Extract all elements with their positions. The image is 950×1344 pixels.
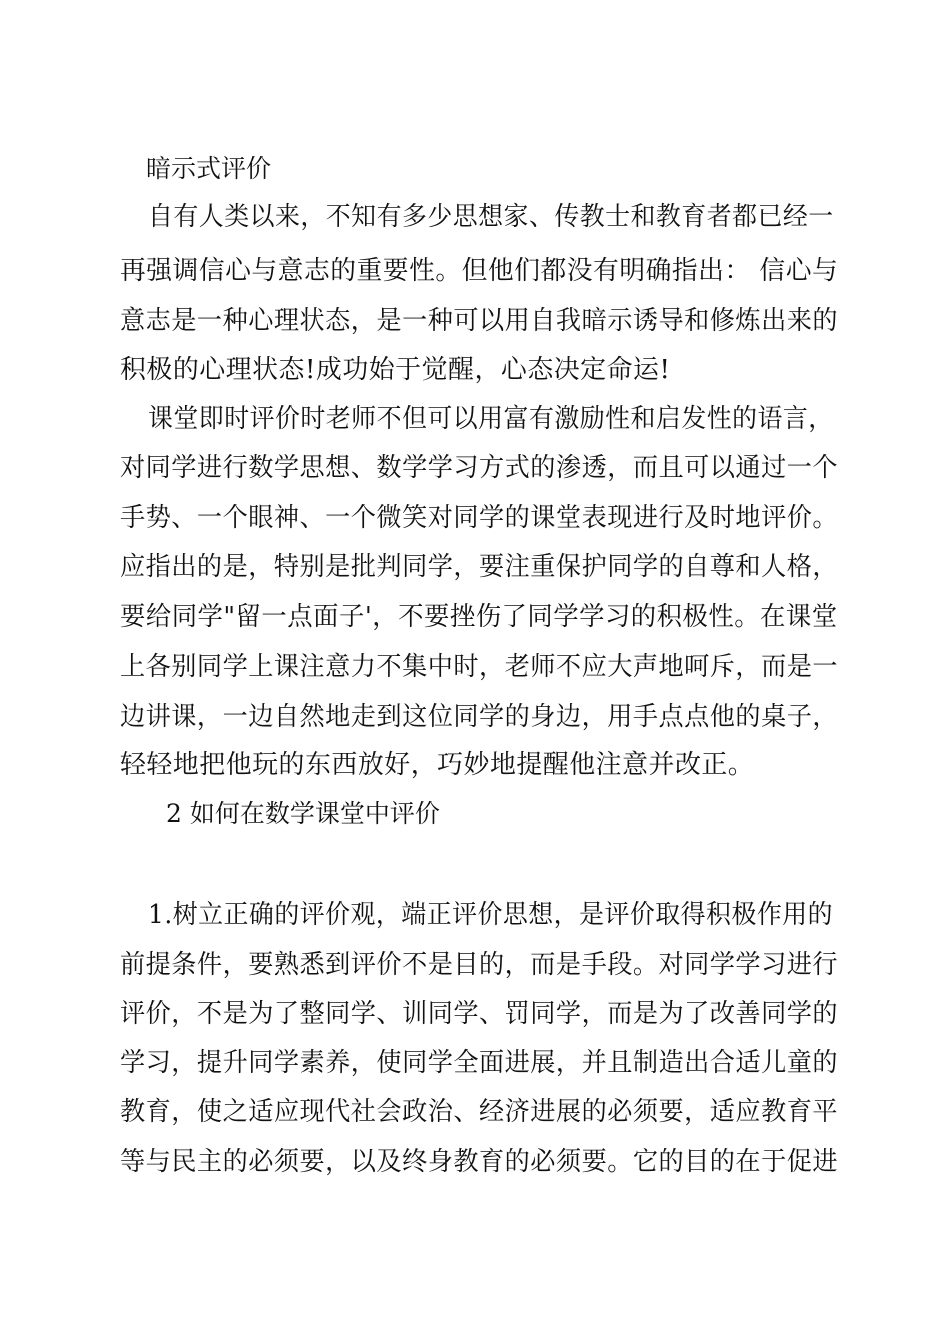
paragraph-line: 前提条件，要熟悉到评价不是目的，而是手段。对同学学习进行 [120,950,839,980]
paragraph-line: 学习，提升同学素养，使同学全面进展，并且制造出合适儿童的 [120,1048,839,1078]
paragraph-line: 意志是一种心理状态，是一种可以用自我暗示诱导和修炼出来的 [120,306,839,336]
paragraph-line: 再强调信心与意志的重要性。但他们都没有明确指出： 信心与 [120,256,839,286]
paragraph-line: 要给同学"留一点面子'，不要挫伤了同学学习的积极性。在课堂 [120,602,838,632]
paragraph-line: 对同学进行数学思想、数学学习方式的渗透，而且可以通过一个 [120,453,839,483]
paragraph-line: 1.树立正确的评价观，端正评价思想，是评价取得积极作用的 [148,900,834,930]
paragraph-line: 上各别同学上课注意力不集中时，老师不应大声地呵斥，而是一 [120,652,839,682]
paragraph-line: 课堂即时评价时老师不但可以用富有激励性和启发性的语言， [148,404,834,434]
paragraph-line: 应指出的是，特别是批判同学，要注重保护同学的自尊和人格， [120,552,839,582]
paragraph-line: 等与民主的必须要，以及终身教育的必须要。它的目的在于促进 [120,1147,839,1177]
paragraph-line: 自有人类以来，不知有多少思想家、传教士和教育者都已经一 [148,202,834,232]
paragraph-line: 评价，不是为了整同学、训同学、罚同学，而是为了改善同学的 [120,999,839,1029]
paragraph-line: 手势、一个眼神、一个微笑对同学的课堂表现进行及时地评价。 [120,503,839,533]
section-heading-how-to-evaluate: 2 如何在数学课堂中评价 [166,799,440,828]
paragraph-line: 边讲课，一边自然地走到这位同学的身边，用手点点他的桌子， [120,702,839,732]
section-heading-implicit-evaluation: 暗示式评价 [146,154,272,183]
paragraph-line: 积极的心理状态!成功始于觉醒，心态决定命运! [120,355,671,385]
paragraph-line: 教育，使之适应现代社会政治、经济进展的必须要，适应教育平 [120,1097,839,1127]
paragraph-line: 轻轻地把他玩的东西放好，巧妙地提醒他注意并改正。 [120,750,755,780]
